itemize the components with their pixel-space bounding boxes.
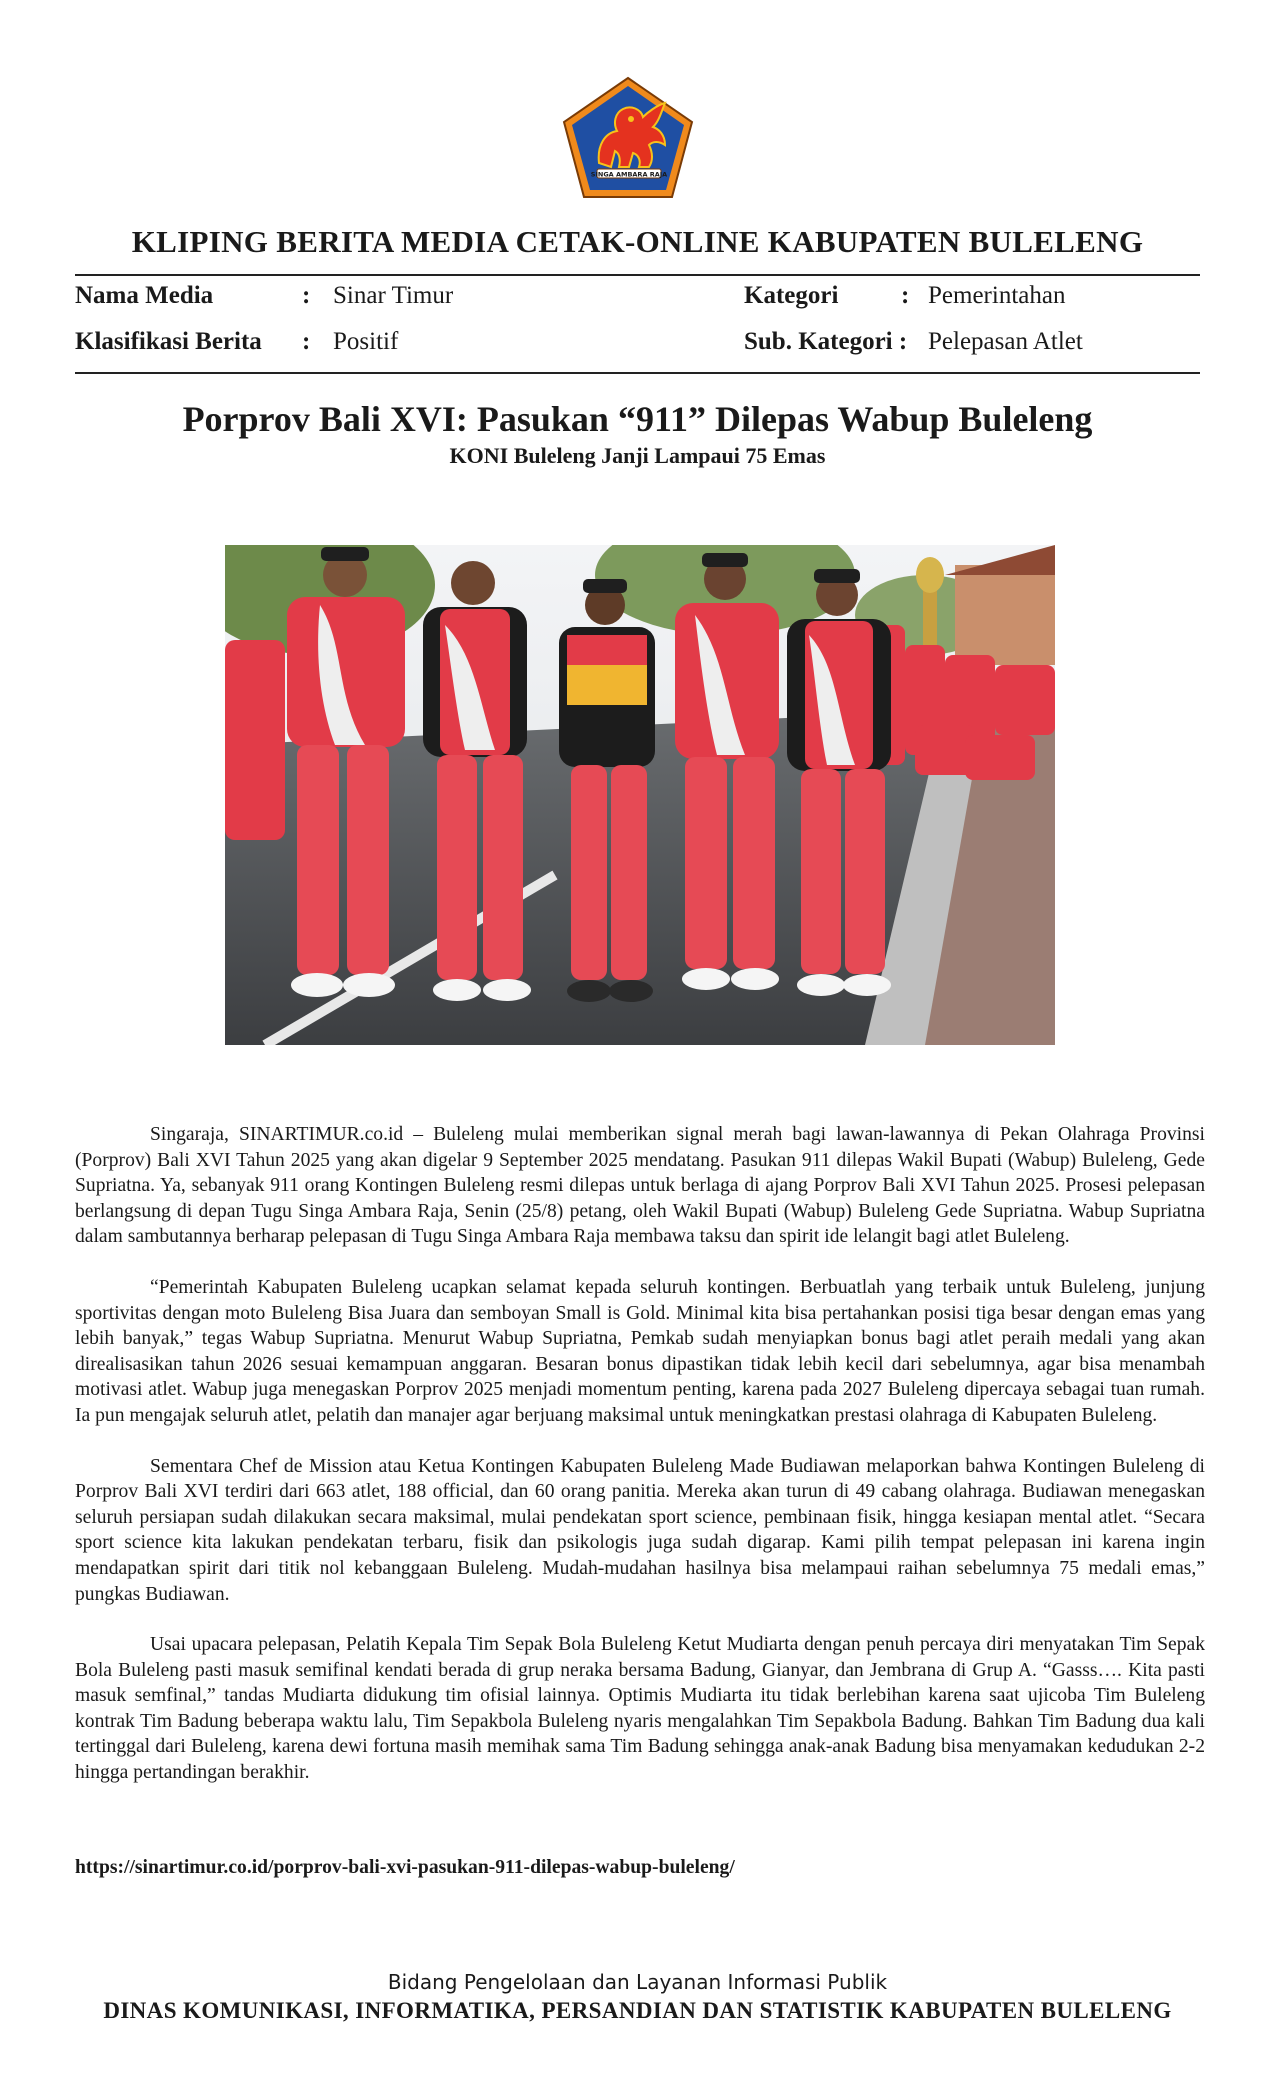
article-body: [75, 1122, 1205, 1811]
article-paragraph-1: Singaraja, SINARTIMUR.co.id – Buleleng mulai memberikan signal merah bagi lawan-lawannya di Pekan Olahraga Provinsi (Porprov) Bali XVI Tahun 2025 yang akan digelar 9 September 2025 mendatang. Pasukan 911 dilepas Wakil Bupati (Wabup) Buleleng, Gede Supriatna. Ya, sebanyak 911 orang Kontingen Buleleng resmi dilepas untuk berlaga di ajang Porprov Bali XVI Tahun 2025. Prosesi pelepasan berlangsung di depan Tugu Singa Ambara Raja, Senin (25/8) petang, oleh Wakil Bupati (Wabup) Buleleng Gede Supriatna. Wabup Supriatna dalam sambutannya berharap pelepasan di Tugu Singa Ambara Raja membawa taksu dan spirit ide lelangit bagi atlet Buleleng.: [75, 1124, 1205, 1248]
article-headline: Porprov Bali XVI: Pasukan “911” Dilepas Wabup Buleleng: [182, 399, 1093, 439]
footer-agency: DINAS KOMUNIKASI, INFORMATIKA, PERSANDIAN DAN STATISTIK KABUPATEN BULELENG: [103, 1998, 1172, 2023]
page-title: KLIPING BERITA MEDIA CETAK-ONLINE KABUPATEN BULELENG: [131, 224, 1144, 259]
sub-kategori-label: Sub. Kategori :: [744, 328, 908, 355]
klasifikasi-label: Klasifikasi Berita: [75, 328, 262, 355]
article-paragraph-3: Sementara Chef de Mission atau Ketua Kontingen Kabupaten Buleleng Made Budiawan melaporkan bahwa Kontingen Buleleng di Porprov Bali XVI terdiri dari 663 atlet, 188 official, dan 60 orang panitia. Mereka akan turun di 49 cabang olahraga. Budiawan menegaskan seluruh persiapan sudah dilakukan secara maksimal, mulai pendekatan sport science, pembinaan fisik, hingga kesiapan mental atlet. “Secara sport science kita lakukan pendekatan terbaru, fisik dan psikologis juga sudah digarap. Kami pilih tempat pelepasan ini karena ingin mendapatkan spirit dari titik nol kebanggaan Buleleng. Mudah-mudahan hasilnya bisa melampaui raihan sebelumnya 75 medali emas,” pungkas Budiawan.: [75, 1455, 1205, 1605]
svg-text:SINGA AMBARA RAJA: SINGA AMBARA RAJA: [590, 170, 668, 179]
source-url[interactable]: https://sinartimur.co.id/porprov-bali-xvi-pasukan-911-dilepas-wabup-buleleng/: [75, 1857, 735, 1878]
klasifikasi-colon: :: [302, 328, 311, 355]
article-subheadline: KONI Buleleng Janji Lampaui 75 Emas: [449, 443, 826, 468]
header-divider-top: [75, 274, 1200, 276]
kategori-label: Kategori: [744, 282, 839, 309]
kategori-colon: :: [901, 282, 910, 309]
nama-media-label: Nama Media: [75, 282, 214, 309]
nama-media-value: Sinar Timur: [333, 282, 454, 309]
article-photo: [225, 545, 1055, 1045]
footer-department: Bidang Pengelolaan dan Layanan Informasi Publik: [387, 1970, 888, 1994]
kategori-value: Pemerintahan: [928, 282, 1066, 309]
article-paragraph-2: “Pemerintah Kabupaten Buleleng ucapkan selamat kepada seluruh kontingen. Berbuatlah yang terbaik untuk Buleleng, junjung sportivitas dengan moto Buleleng Bisa Juara dan semboyan Small is Gold. Minimal kita bisa pertahankan posisi tiga besar dengan emas yang lebih banyak,” tegas Wabup Supriatna. Menurut Wabup Supriatna, Pemkab sudah menyiapkan bonus bagi atlet peraih medali yang akan direalisasikan tahun 2026 sesuai kemampuan anggaran. Besaran bonus dipastikan tidak lebih kecil dari sebelumnya, agar bisa menambah motivasi atlet. Wabup juga menegaskan Porprov 2025 menjadi momentum penting, karena pada 2027 Buleleng dipercaya sebagai tuan rumah. Ia pun mengajak seluruh atlet, pelatih dan manajer agar berjuang maksimal untuk meningkatkan prestasi olahraga di Kabupaten Buleleng.: [75, 1276, 1205, 1426]
meta-row-1: [0, 282, 1275, 316]
article-paragraph-4: Usai upacara pelepasan, Pelatih Kepala Tim Sepak Bola Buleleng Ketut Mudiarta dengan penuh percaya diri menyatakan Tim Sepak Bola Buleleng pasti masuk semifinal kendati berada di grup neraka bersama Badung, Gianyar, dan Jembrana di Grup A. “Gasss…. Kita pasti masuk semfinal,” tandas Mudiarta didukung tim ofisial lainnya. Optimis Mudiarta itu tidak berlebihan karena saat ujicoba Tim Buleleng kontrak Tim Badung beberapa waktu lalu, Tim Sepakbola Buleleng nyaris mengalahkan Tim Sepakbola Badung. Bahkan Tim Badung dua kali tertinggal dari Buleleng, karena dewi fortuna masih memihak sama Tim Badung sehingga anak-anak Badung bisa menyamakan kedudukan 2-2 hingga pertandingan berakhir.: [75, 1634, 1205, 1784]
nama-media-colon: :: [302, 282, 311, 309]
meta-row-2: [0, 328, 1275, 362]
klasifikasi-value: Positif: [333, 328, 399, 355]
sub-kategori-value: Pelepasan Atlet: [928, 328, 1083, 355]
buleleng-logo: [561, 75, 696, 201]
header-divider-bottom: [75, 372, 1200, 374]
